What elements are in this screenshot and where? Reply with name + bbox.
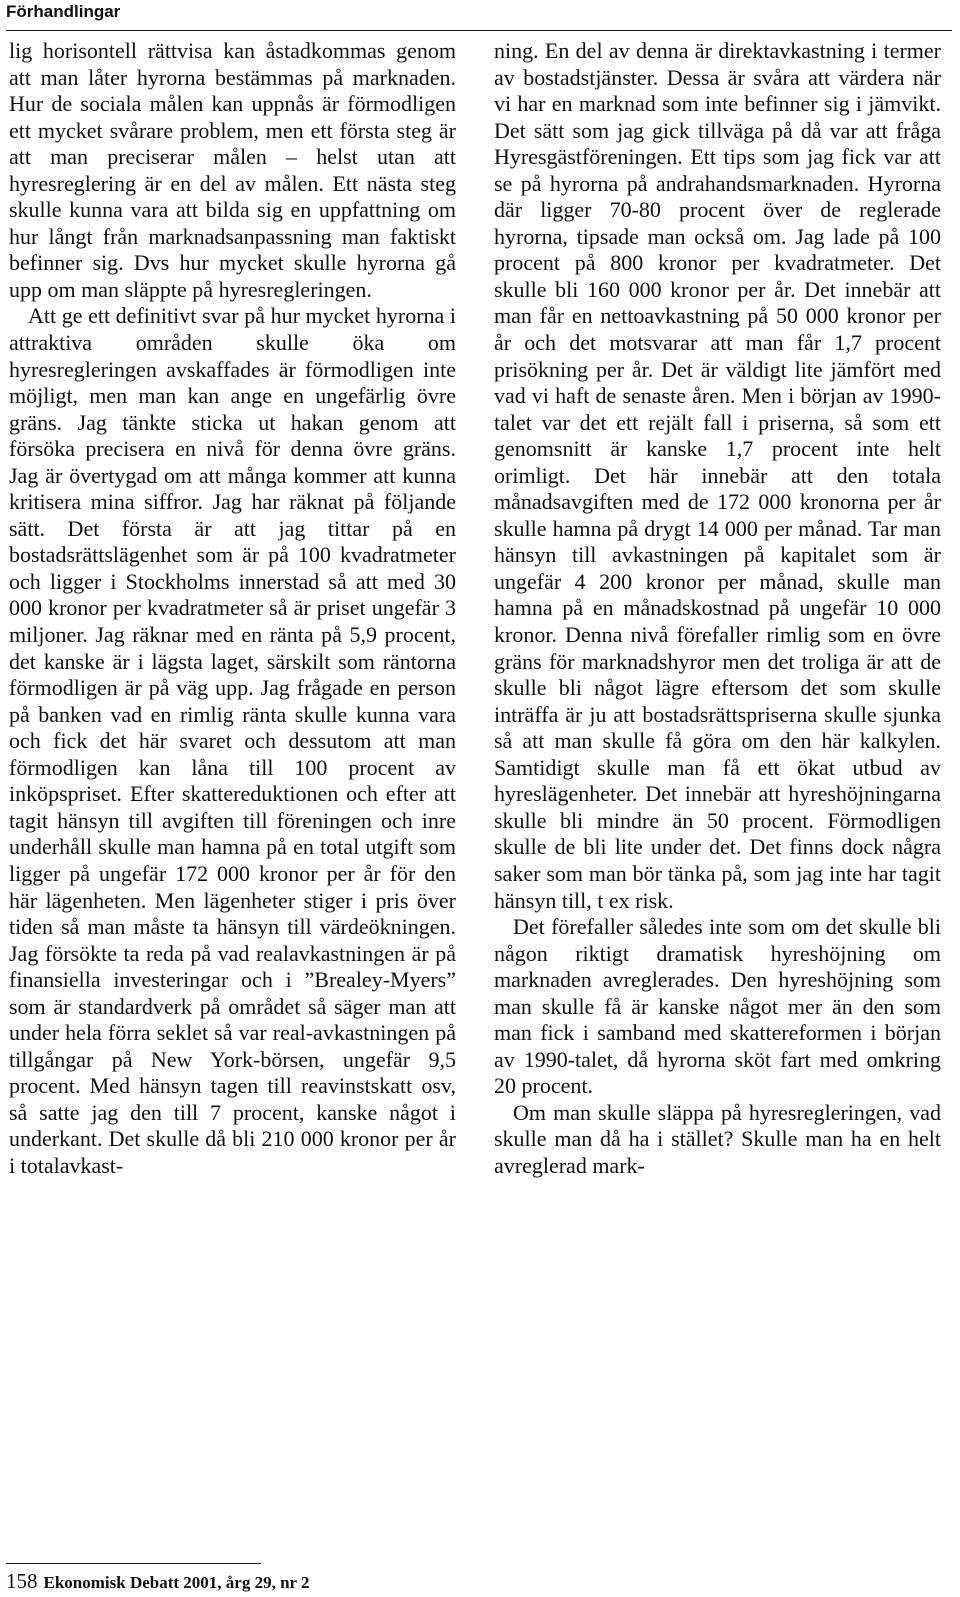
journal-citation: Ekonomisk Debatt 2001, årg 29, nr 2 bbox=[43, 1573, 310, 1592]
paragraph: Att ge ett definitivt svar på hur mycket hyrorna i attraktiva områden skulle öka om hyresregleringen avskaffades är förmodligen inte möjligt, men man kan ange en ungefärlig övre gräns. Jag tänkte sticka ut hakan genom att försöka precisera en nivå för denna övre gräns. Jag är övertygad om att många kommer att kunna kritisera mina siffror. Jag har räknat på följande sätt. Det första är att jag tittar på en bostadsrättslägenhet som är på 100 kvadratmeter och ligger i Stockholms innerstad så att med 30 000 kronor per kvadratmeter så är priset ungefär 3 miljoner. Jag räknar med en ränta på 5,9 procent, det kanske är i lägsta laget, särskilt som räntorna förmodligen är på väg upp. Jag frågade en person på banken vad en rimlig ränta skulle kunna vara och fick det här svaret och dessutom att man förmodligen kan låna till 100 procent av inköpspriset. Efter skattereduktionen och efter att tagit hänsyn till avgiften till föreningen och inre underhåll skulle man hamna på en total utgift som ligger på ungefär 172 000 kronor per år för den här lägenheten. Men lägenheter stiger i pris över tiden så man måste ta hänsyn till värdeökningen. Jag försökte ta reda på vad realavkastningen är på finansiella investeringar och i ”Brealey-Myers” som är standardverk på området så säger man att under hela förra seklet så var real-avkastningen på tillgångar på New York-börsen, ungefär 9,5 procent. Med hänsyn tagen till reavinstskatt osv, så satte jag den till 7 procent, kanske något i underkant. Det skulle då bli 210 000 kronor per år i totalavkast- bbox=[9, 303, 456, 1178]
footer-divider bbox=[6, 1563, 261, 1564]
paragraph: ning. En del av denna är direktavkastning i termer av bostadstjänster. Dessa är svåra att värdera när vi har en marknad som inte befinner sig i jämvikt. Det sätt som jag gick tillväga på då var att fråga Hyresgästföreningen. Ett tips som jag fick var att se på hyrorna på andrahandsmarknaden. Hyrorna där ligger 70-80 procent över de reglerade hyrorna, tipsade man också om. Jag lade på 100 procent på 800 kronor per kvadratmeter. Det skulle bli 160 000 kronor per år. Det innebär att man får en nettoavkastning på 50 000 kronor per år och det motsvarar att man får 1,7 procent prisökning per år. Det är väldigt lite jämfört med vad vi haft de senaste åren. Men i början av 1990-talet var det ett rejält fall i priserna, så som ett genomsnitt är kanske 1,7 procent inte helt orimligt. Det här innebär att den totala månadsavgiften med de 172 000 kronorna per år skulle hamna på drygt 14 000 per månad. Tar man hänsyn till avkastningen på kapitalet som är ungefär 4 200 kronor per månad, skulle man hamna på en månadskostnad på ungefär 10 000 kronor. Denna nivå förefaller rimlig som en övre gräns för marknadshyror men det troliga är att de skulle bli något lägre eftersom det som skulle inträffa är ju att bostadsrättspriserna skulle sjunka så att man skulle få göra om den här kalkylen. Samtidigt skulle man få ett ökat utbud av hyreslägenheter. Det innebär att hyreshöjningarna skulle bli mindre än 50 procent. Förmodligen skulle de bli lite under det. Det finns dock några saker som man bör tänka på, som jag inte har tagit hänsyn till, t ex risk. bbox=[494, 38, 941, 913]
right-column bbox=[494, 38, 941, 1180]
paragraph: Det förefaller således inte som om det skulle bli någon riktigt dramatisk hyreshöjning om marknaden avreglerades. Den hyreshöjning som man skulle få är kanske något mer än den som man fick i samband med skattereformen i början av 1990-talet, då hyrorna sköt fart med omkring 20 procent. bbox=[494, 914, 941, 1099]
page-footer bbox=[6, 1570, 310, 1594]
section-title: Förhandlingar bbox=[6, 2, 121, 21]
paragraph: lig horisontell rättvisa kan åstadkommas genom att man låter hyrorna bestämmas på marknaden. Hur de sociala målen kan uppnås är förmodligen ett mycket svårare problem, men ett första steg är att man preciserar målen – helst utan att hyresreglering är en del av målen. Ett nästa steg skulle kunna vara att bilda sig en uppfattning om hur långt från marknadsanpassning man faktiskt befinner sig. Dvs hur mycket skulle hyrorna gå upp om man släppte på hyresregleringen. bbox=[9, 38, 456, 302]
running-header bbox=[6, 0, 952, 31]
paragraph: Om man skulle släppa på hyresregleringen, vad skulle man då ha i stället? Skulle man ha en helt avreglerad mark- bbox=[494, 1099, 941, 1178]
page-number: 158 bbox=[6, 1569, 38, 1593]
left-column bbox=[9, 38, 456, 1180]
